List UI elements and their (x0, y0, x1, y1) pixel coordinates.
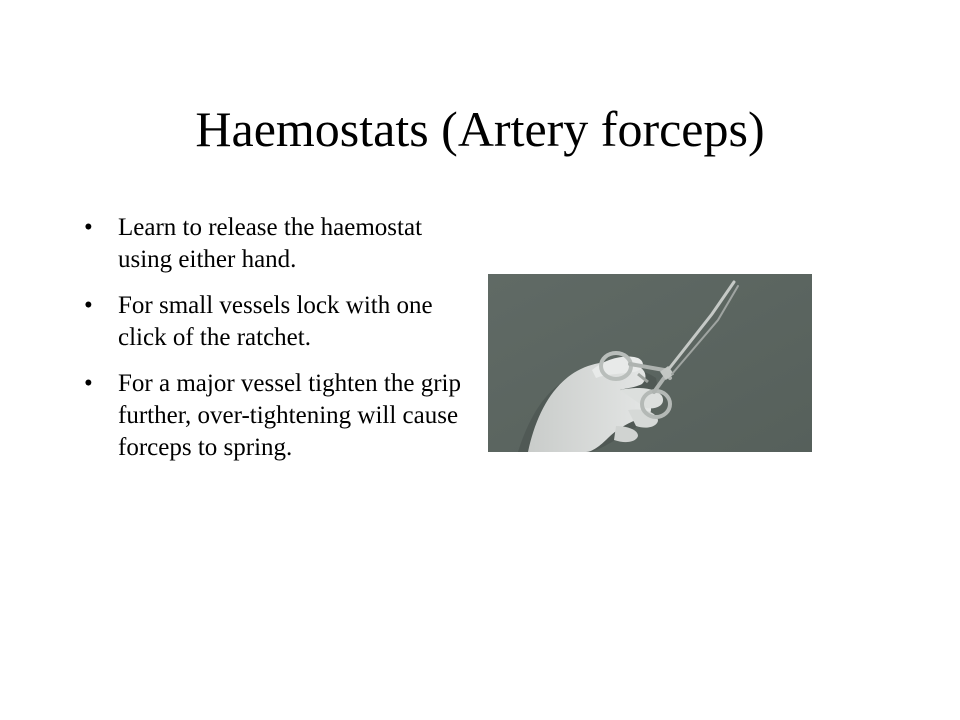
hand-holding-forceps-image (488, 274, 812, 452)
bullet-text: For small vessels lock with one click of the ratchet. (118, 292, 433, 351)
bullet-marker: • (84, 292, 93, 319)
slide-title: Haemostats (Artery forceps) (195, 101, 765, 157)
bullet-item (84, 368, 464, 464)
bullet-item (84, 290, 464, 354)
bullet-marker: • (84, 370, 93, 397)
bullet-text: For a major vessel tighten the grip further, over-tightening will cause forceps to spring. (118, 370, 461, 461)
forceps-photo (488, 274, 812, 452)
bullet-item (84, 212, 464, 276)
bullet-text: Learn to release the haemostat using either hand. (118, 214, 423, 273)
bullet-marker: • (84, 214, 93, 241)
bullet-list (84, 212, 464, 478)
